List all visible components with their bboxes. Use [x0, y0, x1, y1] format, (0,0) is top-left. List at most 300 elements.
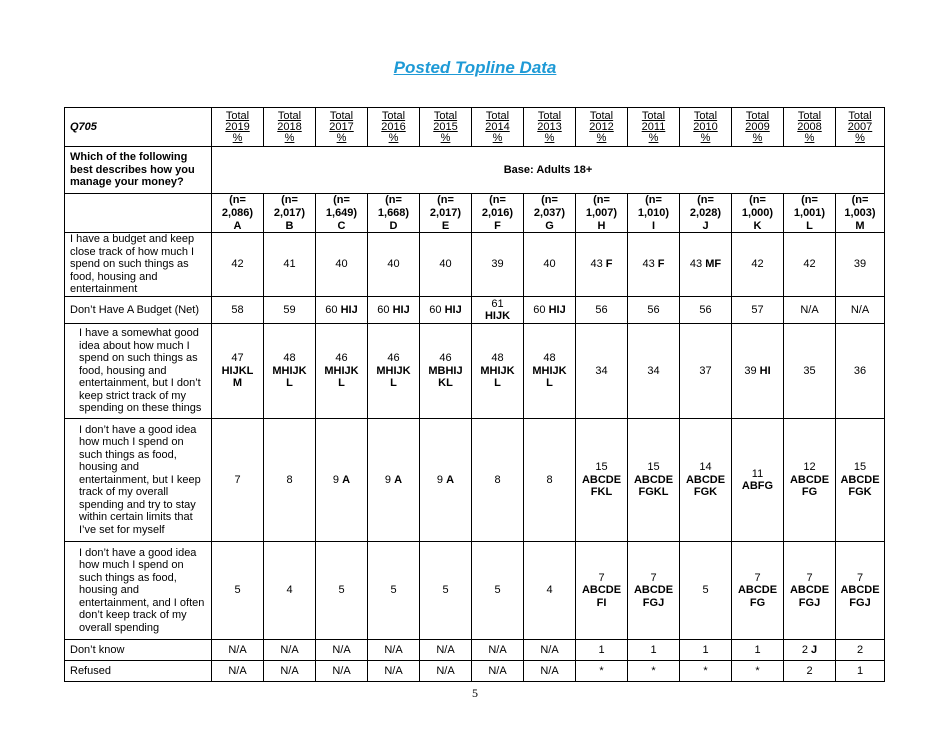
cell-value: 39 — [744, 364, 757, 377]
data-cell — [472, 640, 524, 661]
data-cell — [524, 297, 576, 324]
cell-value: 9 — [384, 473, 392, 486]
cell-value: 43 — [642, 258, 655, 271]
cell-value: 34 — [595, 364, 608, 377]
column-header-unit: % — [492, 131, 503, 144]
column-letter: K — [732, 220, 784, 233]
column-header-year: 2016 — [381, 120, 406, 133]
significance-letters: FKL — [590, 486, 613, 499]
column-header-year: 2019 — [225, 120, 250, 133]
column-header-label: Total — [745, 109, 770, 122]
data-cell — [212, 542, 264, 640]
data-cell — [264, 233, 316, 297]
sample-size-row — [65, 194, 885, 220]
cell-value: 46 — [439, 352, 452, 365]
cell-value: 47 — [231, 352, 244, 365]
cell-value: 7 — [856, 571, 864, 584]
column-header-2007 — [836, 108, 885, 147]
column-letter: D — [368, 220, 420, 233]
significance-letters: FG — [801, 486, 818, 499]
data-cell — [576, 233, 628, 297]
cell-value: 8 — [286, 473, 293, 486]
cell-value: * — [755, 664, 760, 677]
data-cell — [368, 542, 420, 640]
cell-value: 1 — [598, 643, 605, 656]
data-cell — [212, 419, 264, 542]
cell-value: 43 — [590, 258, 603, 271]
significance-letters: FGJ — [642, 596, 665, 609]
column-header-unit: % — [804, 131, 815, 144]
column-header-unit: % — [388, 131, 399, 144]
question-row — [65, 147, 885, 194]
data-cell — [732, 233, 784, 297]
significance-letters: FGJ — [849, 596, 871, 609]
sample-size: (n= 1,007) — [576, 194, 628, 220]
cell-value: 5 — [494, 584, 501, 597]
cell-value: 42 — [803, 258, 816, 271]
cell-value: 4 — [546, 584, 553, 597]
significance-letters: L — [338, 377, 345, 390]
cell-value: 56 — [647, 303, 660, 316]
cell-value: N/A — [332, 664, 351, 677]
significance-letters: FGJ — [798, 596, 821, 609]
column-header-year: 2009 — [745, 120, 770, 133]
data-cell — [420, 640, 472, 661]
data-cell — [524, 324, 576, 419]
significance-letters: MHIJK — [532, 364, 567, 377]
data-cell — [628, 233, 680, 297]
cell-value: N/A — [488, 643, 507, 656]
data-cell — [628, 640, 680, 661]
column-header-2012 — [576, 108, 628, 147]
cell-value: 58 — [231, 303, 244, 316]
data-cell — [576, 324, 628, 419]
cell-value: N/A — [228, 643, 247, 656]
significance-letters: M — [232, 377, 243, 390]
data-cell — [784, 661, 836, 682]
cell-value: 7 — [806, 571, 813, 584]
sample-size: (n= 1,003) — [836, 194, 885, 220]
cell-value: 5 — [234, 584, 241, 597]
cell-value: 8 — [546, 473, 553, 486]
column-header-2010 — [680, 108, 732, 147]
cell-value: 1 — [650, 643, 657, 656]
data-cell — [212, 297, 264, 324]
cell-value: 59 — [283, 303, 296, 316]
cell-value: * — [703, 664, 708, 677]
data-cell — [316, 661, 368, 682]
page-title: Posted Topline Data — [393, 58, 557, 77]
row-label: I have a somewhat good idea about how much I spend on such things as food, housing and entertainment, but I don’t keep strict track of my spending on these things — [65, 324, 212, 419]
data-cell — [628, 419, 680, 542]
data-cell — [472, 297, 524, 324]
table-row — [65, 542, 885, 640]
table-row — [65, 640, 885, 661]
column-header-unit: % — [596, 131, 607, 144]
column-header-unit: % — [648, 131, 659, 144]
cell-value: N/A — [488, 664, 507, 677]
column-header-2019 — [212, 108, 264, 147]
cell-value: 5 — [390, 584, 397, 597]
sample-size-label — [65, 194, 212, 233]
base-label: Base: Adults 18+ — [212, 147, 885, 194]
row-label: I have a budget and keep close track of how much I spend on such things as food, housing and entertainment — [65, 233, 212, 297]
cell-value: 9 — [436, 473, 444, 486]
column-header-unit: % — [700, 131, 711, 144]
cell-value: 61 — [491, 297, 504, 310]
sample-size: (n= 2,028) — [680, 194, 732, 220]
column-letter: C — [316, 220, 368, 233]
column-letter: A — [212, 220, 264, 233]
data-cell — [420, 542, 472, 640]
year-header-row — [65, 108, 885, 147]
data-cell — [576, 542, 628, 640]
table-row — [65, 233, 885, 297]
column-header-2013 — [524, 108, 576, 147]
data-cell — [732, 324, 784, 419]
significance-letters: F — [657, 258, 665, 271]
cell-value: 1 — [702, 643, 709, 656]
column-header-year: 2010 — [693, 120, 718, 133]
cell-value: 9 — [332, 473, 340, 486]
column-letter: E — [420, 220, 472, 233]
cell-value: 48 — [491, 352, 504, 365]
question-text: Which of the following best describes how you manage your money? — [65, 147, 212, 194]
column-header-label: Total — [537, 109, 562, 122]
cell-value: 60 — [325, 303, 338, 316]
cell-value: N/A — [384, 643, 403, 656]
column-letter: M — [836, 220, 885, 233]
data-cell — [264, 324, 316, 419]
column-header-unit: % — [544, 131, 555, 144]
cell-value: 42 — [751, 258, 764, 271]
data-cell — [680, 324, 732, 419]
sample-size: (n= 2,086) — [212, 194, 264, 220]
column-header-label: Total — [848, 109, 872, 122]
column-letter: J — [680, 220, 732, 233]
column-letter: I — [628, 220, 680, 233]
cell-value: 48 — [543, 352, 556, 365]
table-row — [65, 297, 885, 324]
significance-letters: ABFG — [741, 480, 774, 492]
sample-size: (n= 1,010) — [628, 194, 680, 220]
column-header-label: Total — [433, 109, 458, 122]
significance-letters: FGK — [848, 486, 872, 499]
sample-size: (n= 2,037) — [524, 194, 576, 220]
cell-value: 43 — [689, 258, 703, 271]
data-cell — [576, 419, 628, 542]
data-cell — [836, 542, 885, 640]
significance-letters: A — [446, 473, 455, 486]
significance-letters: MHIJK — [272, 364, 307, 377]
significance-letters: HIJ — [444, 303, 462, 316]
significance-letters: ABCDE — [581, 473, 622, 486]
column-header-label: Total — [381, 109, 406, 122]
topline-table — [64, 107, 885, 682]
column-header-2008 — [784, 108, 836, 147]
cell-value: 4 — [286, 584, 293, 597]
cell-value: 2 — [806, 664, 813, 677]
column-letter: L — [784, 220, 836, 233]
significance-letters: ABCDE — [840, 473, 880, 486]
data-cell — [680, 419, 732, 542]
column-letter: B — [264, 220, 316, 233]
cell-value: 60 — [429, 303, 442, 316]
data-cell — [368, 324, 420, 419]
data-cell — [264, 542, 316, 640]
significance-letters: ABCDE — [737, 584, 778, 597]
data-cell — [836, 324, 885, 419]
significance-letters: F — [605, 258, 613, 271]
column-header-year: 2011 — [641, 120, 666, 133]
data-cell — [576, 640, 628, 661]
table-row — [65, 419, 885, 542]
cell-value: 42 — [231, 258, 244, 271]
data-cell — [836, 233, 885, 297]
sample-size: (n= 1,649) — [316, 194, 368, 220]
row-label: Don’t know — [65, 640, 212, 661]
column-header-year: 2008 — [797, 120, 822, 133]
data-cell — [212, 661, 264, 682]
cell-value: N/A — [228, 664, 247, 677]
data-cell — [264, 661, 316, 682]
cell-value: N/A — [800, 303, 819, 316]
cell-value: 7 — [650, 571, 657, 584]
significance-letters: FGK — [693, 486, 718, 499]
cell-value: 39 — [853, 258, 867, 271]
column-header-unit: % — [336, 131, 347, 144]
significance-letters: MHIJK — [324, 364, 359, 377]
data-cell — [680, 661, 732, 682]
cell-value: N/A — [436, 664, 455, 677]
data-cell — [472, 419, 524, 542]
significance-letters: HI — [759, 364, 771, 377]
significance-letters: ABCDE — [633, 473, 674, 486]
cell-value: N/A — [280, 664, 299, 677]
cell-value: 60 — [533, 303, 546, 316]
cell-value: 56 — [699, 303, 712, 316]
cell-value: 5 — [702, 584, 709, 597]
cell-value: 46 — [387, 352, 400, 365]
cell-value: 14 — [699, 461, 712, 474]
significance-letters: L — [546, 377, 553, 390]
sample-size: (n= 1,001) — [784, 194, 836, 220]
cell-value: 37 — [699, 364, 712, 377]
significance-letters: MBHIJ — [428, 364, 463, 377]
table-row — [65, 324, 885, 419]
data-cell — [628, 542, 680, 640]
significance-letters: MF — [705, 258, 722, 271]
cell-value: 1 — [856, 664, 864, 677]
column-header-year: 2017 — [329, 120, 354, 133]
column-header-label: Total — [797, 109, 822, 122]
data-cell — [316, 419, 368, 542]
significance-letters: HIJKL — [221, 364, 254, 377]
sample-size: (n= 2,017) — [264, 194, 316, 220]
data-cell — [836, 640, 885, 661]
column-header-year: 2007 — [847, 120, 873, 133]
data-cell — [524, 661, 576, 682]
cell-value: N/A — [540, 643, 559, 656]
data-cell — [732, 297, 784, 324]
column-header-label: Total — [693, 109, 718, 122]
column-header-2015 — [420, 108, 472, 147]
significance-letters: A — [342, 473, 351, 486]
cell-value: * — [651, 664, 656, 677]
data-cell — [732, 419, 784, 542]
cell-value: 56 — [595, 303, 608, 316]
table-row — [65, 661, 885, 682]
cell-value: 48 — [283, 352, 296, 365]
data-cell — [472, 661, 524, 682]
significance-letters: L — [390, 377, 397, 390]
significance-letters: L — [494, 377, 501, 390]
row-label: I don’t have a good idea how much I spend on such things as food, housing and entertainment, but I keep track of my overall spending and try to stay within certain limits that I’ve set for myself — [65, 419, 212, 542]
data-cell — [680, 640, 732, 661]
data-cell — [368, 640, 420, 661]
data-cell — [680, 233, 732, 297]
column-header-year: 2015 — [433, 120, 458, 133]
cell-value: * — [599, 664, 604, 677]
column-letter: G — [524, 220, 576, 233]
cell-value: 57 — [751, 303, 764, 316]
column-header-year: 2014 — [485, 120, 510, 133]
data-cell — [784, 640, 836, 661]
data-cell — [524, 419, 576, 542]
column-header-year: 2012 — [589, 120, 614, 133]
column-header-2018 — [264, 108, 316, 147]
sample-size: (n= 2,016) — [472, 194, 524, 220]
data-cell — [420, 297, 472, 324]
cell-value: 40 — [439, 258, 452, 271]
cell-value: N/A — [850, 303, 870, 316]
cell-value: N/A — [332, 643, 351, 656]
column-header-2016 — [368, 108, 420, 147]
column-header-label: Total — [641, 109, 666, 122]
cell-value: 41 — [283, 258, 296, 271]
sample-size: (n= 2,017) — [420, 194, 472, 220]
data-cell — [628, 297, 680, 324]
data-cell — [784, 542, 836, 640]
data-cell — [628, 324, 680, 419]
significance-letters: A — [394, 473, 403, 486]
significance-letters: ABCDE — [789, 584, 830, 597]
column-header-label: Total — [589, 109, 614, 122]
data-cell — [836, 297, 885, 324]
significance-letters: HIJ — [392, 303, 410, 316]
column-header-year: 2013 — [537, 120, 562, 133]
significance-letters: MHIJK — [376, 364, 411, 377]
data-cell — [264, 640, 316, 661]
data-cell — [576, 661, 628, 682]
data-cell — [784, 324, 836, 419]
data-cell — [680, 542, 732, 640]
cell-value: 2 — [801, 643, 808, 656]
data-cell — [264, 297, 316, 324]
significance-letters: MHIJK — [480, 364, 515, 377]
page-number: 5 — [472, 686, 478, 700]
data-cell — [784, 233, 836, 297]
cell-value: 35 — [803, 364, 816, 377]
row-label: Don’t Have A Budget (Net) — [65, 297, 212, 324]
data-cell — [368, 233, 420, 297]
data-cell — [732, 661, 784, 682]
column-header-unit: % — [752, 131, 763, 144]
data-cell — [576, 297, 628, 324]
significance-letters: KL — [438, 377, 453, 390]
cell-value: 7 — [754, 571, 761, 584]
row-label: I don’t have a good idea how much I spend on such things as food, housing and entertainment, and I often don’t keep track of my overall spending — [65, 542, 212, 640]
data-cell — [524, 233, 576, 297]
cell-value: 11 — [751, 467, 764, 480]
column-header-year: 2018 — [277, 120, 302, 133]
cell-value: 1 — [754, 643, 761, 656]
significance-letters: ABCDE — [789, 473, 830, 486]
data-cell — [680, 297, 732, 324]
cell-value: 40 — [543, 258, 556, 271]
significance-letters: HIJK — [484, 310, 511, 322]
column-header-unit: % — [232, 131, 243, 144]
data-cell — [368, 661, 420, 682]
cell-value: 12 — [803, 461, 816, 474]
cell-value: 46 — [335, 352, 348, 365]
significance-letters: ABCDE — [633, 584, 674, 597]
sample-size: (n= 1,000) — [732, 194, 784, 220]
cell-value: 39 — [491, 258, 504, 271]
data-cell — [836, 661, 885, 682]
data-cell — [316, 542, 368, 640]
cell-value: 8 — [494, 473, 501, 486]
column-header-label: Total — [329, 109, 354, 122]
significance-letters: ABCDE — [840, 584, 880, 597]
data-cell — [420, 661, 472, 682]
data-cell — [368, 419, 420, 542]
cell-value: 40 — [335, 258, 348, 271]
data-cell — [316, 233, 368, 297]
data-cell — [316, 640, 368, 661]
data-cell — [420, 419, 472, 542]
cell-value: 36 — [853, 364, 867, 377]
significance-letters: J — [811, 643, 818, 656]
column-header-2011 — [628, 108, 680, 147]
column-header-unit: % — [440, 131, 451, 144]
cell-value: 15 — [647, 461, 660, 474]
significance-letters: L — [286, 377, 293, 390]
cell-value: 60 — [377, 303, 390, 316]
significance-letters: FG — [749, 596, 766, 609]
data-cell — [524, 542, 576, 640]
data-cell — [732, 542, 784, 640]
significance-letters: HIJ — [548, 303, 566, 316]
cell-value: 40 — [387, 258, 400, 271]
cell-value: 34 — [647, 364, 660, 377]
data-cell — [368, 297, 420, 324]
data-cell — [316, 297, 368, 324]
column-header-label: Total — [277, 109, 302, 122]
cell-value: 7 — [598, 571, 605, 584]
cell-value: 15 — [853, 461, 867, 474]
column-header-2017 — [316, 108, 368, 147]
data-cell — [524, 640, 576, 661]
sample-size: (n= 1,668) — [368, 194, 420, 220]
significance-letters: ABCDE — [685, 473, 726, 486]
cell-value: N/A — [384, 664, 403, 677]
question-code: Q705 — [65, 108, 212, 147]
data-cell — [472, 324, 524, 419]
column-header-2014 — [472, 108, 524, 147]
cell-value: 2 — [856, 643, 864, 656]
column-letter: H — [576, 220, 628, 233]
